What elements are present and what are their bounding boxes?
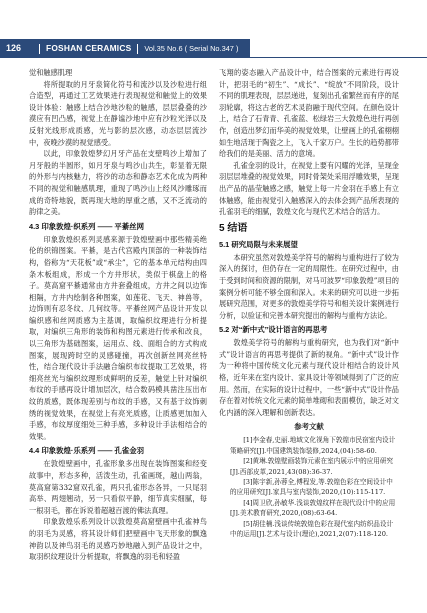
running-header <box>0 39 250 58</box>
references-heading: 参考文献 <box>294 422 324 432</box>
reference-item: [2]黄琳.敦煌壁画装饰元素在室内展示中的应用研究[J].西部皮革,2021,43(08):36-37. <box>230 457 394 476</box>
header-rule <box>0 57 427 58</box>
body-paragraph: 在敦煌壁画中，孔雀形象多出现在装饰图案和经变故事中，形态多种，活泼生动，孔雀画斑，越山两翁，莫高窟第332窟双孔雀，两只孔雀形态各异，一只尾羽高举、两翅翘动，另一只看似平静，细节真实细腻，每一根羽毛，都在诉说着超越百渡的佛法真理。 <box>29 459 207 515</box>
body-paragraph: 印象敦煌乐系列设计以敦煌莫高窟壁画中孔雀神鸟的羽毛为灵感，将其设计师们把壁画中飞天形象的飘逸神韵以及神鸟羽毛的灵感巧妙地融入到产品设计之中，取羽织纹理设计分析提取，将飘逸的羽毛和轻盈 <box>29 517 207 562</box>
section-heading-4-4: 4.4 印象敦煌·乐系列 —— 孔雀金羽 <box>29 446 144 456</box>
body-paragraph: 以此，印象敦煌梦幻月牙产品在支壁鸣沙上增加了月牙般的半圆形，如月牙泉与鸣沙山共生，彰显着无限的外形与内核魅力，将沙的动态和静态艺术化成为两种不同的视觉和触感肌理，重现了鸣沙山上经风沙雕琢而成的奇特地貌，既再现大地的厚重之感，又不乏流动的韵律之美。 <box>29 149 207 217</box>
continued-paragraph: 飞翔的姿态融入产品设计中，结合图案的元素进行再设计，把羽毛的“初生”、“成长”、“绽放”不同阶段，设计不同的肌理表现，层层递进，复刻出孔雀繁丝而有序的尾羽轮廓，将这古老的艺术灵韵融于现代空间。在颜色设计上，结合了石青青、孔雀蓝、松绿岩三大敦煌色进行再创作，创造出梦幻而华美的视觉效果，让壁画上的孔雀栩栩如生地活现于陶瓷之上，飞入千家万户。生长的趋势都带给我们的是美丽、活力的意境。 <box>219 68 399 159</box>
page-number: 126 <box>6 43 22 53</box>
body-paragraph: 印象敦煌织系列灵感来源于敦煌壁画中那些精美绝伦的织锦图案。平綦，是古代宫殿内顶部的一种装饰结构，俗称为“天花板”或“承尘”，它的基本单元结构由四条木板组成，形成一个方井形状，类似于棋盘上的格子。莫高窟平綦通常由方井套叠组成，方井之间以边饰相隔，方井内绘制各种图案，如莲花、飞天、神兽等，边饰则有忍冬纹、几何纹等。平綦丝网产品设计开发以编织感和丝网质感为主基调，取编织纹理进行分析提取，对编织三角形的装饰和构图元素进行传承和改良，以三角形为基础图案，运用点、线、面组合的方式构成图案，展现跨时空的灵感碰撞，再次创新丝网亮丝特性，结合现代设计手法融合编织布纹提取工艺效果，将细亮丝光与编织纹理形成鲜明的反差，触觉上针对编织布纹的手感再设计增加层次，结合数码模具凿注压出布纹的质感，既体现差别与布纹的手感，又有基于纹饰刺绣的视觉效果，在视觉上有亮光质感，让质感更加加入手感，布纹厚度细处三种手感，多种设计手法相结合的效果。 <box>29 234 207 441</box>
section-heading-5-1: 5.1 研究局限与未来展望 <box>219 239 298 249</box>
reference-item: [4]周卫欣,孙敏华.浅谈敦煌纹样在现代设计中的应用[J].美术教育研究,2020,(08):63-64. <box>230 498 396 518</box>
section-heading-4-3: 4.3 印象敦煌·织系列 —— 平綦丝网 <box>29 221 144 231</box>
reference-item: [3]陈宇新,孙蓉全,傅程发,等.敦煌色彩在空间设计中的应用研究[J].家具与室内装饰,2020,(10):115-117. <box>230 478 393 497</box>
reference-item: [5]胡佳楠.浅谈传统敦煌色彩在现代室内纺织品设计中的运用[J].艺术与设计(理论),2021,2(07):118-120. <box>230 519 394 539</box>
body-paragraph: 本研究虽然对敦煌美学符号的解构与重构进行了较为深入的探讨，但仍存在一定的局限性。在研究过程中，由于受到时间和资源的限制，对马可波罗“印象敦煌”项目的案例分析可能不够全面和深入。未来的研究可以进一步拓展研究范围，对更多的敦煌美学符号和相关设计案例进行分析，以验证和完善本研究提出的解构与重构方法论。 <box>219 252 399 320</box>
conclusion-heading: 5 结语 <box>219 222 248 234</box>
body-paragraph: 孔雀金羽的设计，在视觉上要有闪耀的光泽，呈现金羽层层堆叠的视觉效果，同时骨架处采用浮雕效果，呈现出产品的晶莹触感之感，触觉上每一片金羽在手感上有立体触感，能由视觉引入触感深入的去体会到产品所表现的孔雀羽毛的细腻，敦煌文化与现代艺术结合的活力。 <box>219 160 399 217</box>
right-column <box>219 67 399 605</box>
journal-name: FOSHAN CERAMICS <box>46 43 132 53</box>
body-paragraph: 将所提取的月牙泉简化符号和流沙以及沙粒进行组合造型，再通过工艺效果进行表现视觉和触觉上的效果设计体验：触感上结合沙地沙粒的触感，层层叠叠的沙漠应有凹凸感，视觉上在静谧沙地中应有沙粒光泽以及反射光线形成质感，光与影的层次感，动态层层流沙中，夜晚沙漠的视觉感受。 <box>29 79 207 147</box>
left-column <box>29 67 207 605</box>
body-paragraph: 敦煌美学符号的解构与重构研究，也为我们对“新中式”设计语言的再思考提供了新的视角。“新中式”设计作为一种将中国传统文化元素与现代设计相结合的设计风格，近年来在室内设计、家具设计等领域得到了广泛的应用。然而，在实际的设计过程中，一些“新中式”设计作品存在着对传统文化元素的简单堆砌和表面模仿，缺乏对文化内涵的深入理解和创新表达。 <box>219 338 399 417</box>
issue-info: Vol.35 No.6 ( Serial No.347 ) <box>144 44 239 53</box>
reference-item: [1]李金春,史丽.地域文化视角下敦煌市民宿室内设计策略研究[J].中国建筑装饰装修,2024,(04):58-60. <box>230 436 396 455</box>
continued-paragraph: 觉和触感肌理 <box>29 68 73 77</box>
header-divider <box>39 44 40 54</box>
section-heading-5-2: 5.2 对“新中式”设计语言的再思考 <box>219 325 328 335</box>
header-divider <box>137 44 138 54</box>
